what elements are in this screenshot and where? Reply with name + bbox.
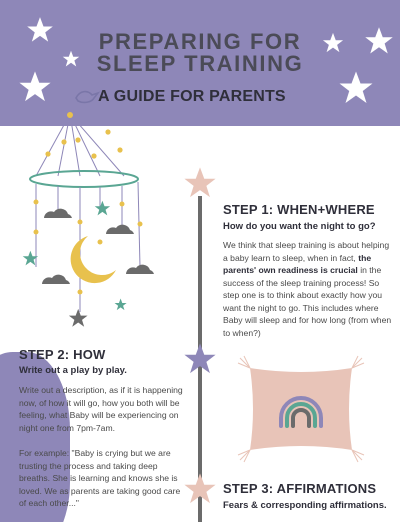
- rainbow-pillow-illustration: [236, 354, 366, 464]
- step1-body-a: We think that sleep training is about helping a baby learn to sleep, when in fact,: [223, 240, 390, 263]
- baby-mobile-illustration: [14, 112, 174, 332]
- star-icon: [183, 166, 217, 200]
- step2-subheading: Write out a play by play.: [19, 365, 127, 376]
- step1-body-b: in the success of the sleep training process! So step one is to think about exactly how you want the night to go. This includes where Baby will sleep and for how long (from when to when?): [223, 265, 392, 338]
- step3-subheading: Fears & corresponding affirmations.: [223, 500, 387, 511]
- step2-body2: For example: "Baby is crying but we are trusting the process and taking deep breaths. She is learning and knows she is loved. We as parents are taking good care of each other...": [19, 448, 181, 508]
- step1-body: [223, 239, 393, 339]
- bird-icon: [72, 86, 100, 106]
- page-title-line1: PREPARING FOR: [98, 29, 302, 54]
- step2-body1: Write out a description, as if it is happening now, of how it will go, how you both will be feeling, what Baby will be experiencing on night one from 7pm-7am.: [19, 385, 183, 433]
- page-title-line2: SLEEP TRAINING: [96, 51, 304, 76]
- star-icon: [183, 342, 217, 376]
- step1-body-bold: the parents' own readiness is crucial: [223, 252, 372, 275]
- page-subtitle: A GUIDE FOR PARENTS: [98, 88, 286, 105]
- step2-heading: STEP 2: HOW: [19, 347, 106, 362]
- header-banner: [0, 0, 400, 126]
- step3-heading: STEP 3: AFFIRMATIONS: [223, 481, 377, 496]
- step1-heading: STEP 1: WHEN+WHERE: [223, 202, 375, 217]
- step1-question: How do you want the night to go?: [223, 221, 376, 232]
- star-icon: [183, 472, 217, 506]
